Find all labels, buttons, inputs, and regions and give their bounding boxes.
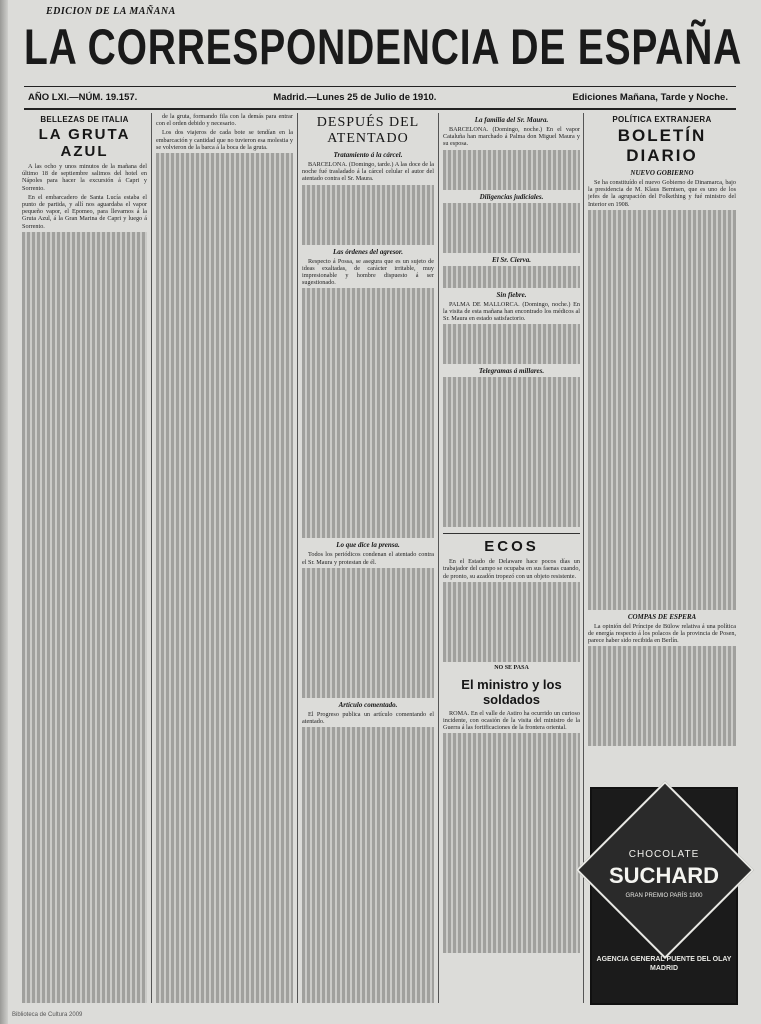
masthead-rule-top bbox=[24, 86, 736, 87]
suchard-advertisement bbox=[590, 787, 738, 1005]
text-lines bbox=[443, 324, 580, 364]
text-lines bbox=[302, 185, 434, 245]
article-paragraph: Todos los periódicos condenan el atentado contra el Sr. Maura y protestan de él. bbox=[302, 551, 434, 566]
ad-line-chocolate: CHOCOLATE bbox=[628, 849, 700, 860]
subheading: Sin fiebre. bbox=[496, 290, 527, 299]
article-paragraph: En el Estado de Delaware hace pocos días un trabajador del campo se ocupaba en sus faenas cuando, de pronto, su azadón tropezó con un objeto resistente. bbox=[443, 558, 580, 580]
edition-label: EDICION DE LA MAÑANA bbox=[46, 6, 176, 17]
section-heading: POLÍTICA EXTRANJERA bbox=[612, 115, 712, 124]
article-paragraph: En el embarcadero de Santa Lucía estaba el punto de partida, y allí nos aguardaba el vapor pequeño vapor, el Epomeo, para llevarnos á la Gruta Azul, á la Gran Marina de Capri y luego á Sorrento. bbox=[22, 193, 147, 230]
text-lines bbox=[302, 568, 434, 698]
ecos-heading: ECOS bbox=[443, 533, 580, 555]
article-paragraph: El Progreso publica un artículo comentando el atentado. bbox=[302, 710, 434, 726]
text-lines bbox=[588, 646, 736, 746]
article-paragraph: A las ocho y unos minutos de la mañana del último 18 de septiembre salimos del hotel en Nápoles para hacer la excursión á Capri y Sorrento. bbox=[22, 163, 147, 192]
subheading: Las órdenes del agresor. bbox=[333, 247, 403, 256]
article-paragraph: La opinión del Príncipe de Bülow relativa á una política de energía respecto á los polacos de la provincia de Posen, parece haber sido recibida en Berlín. bbox=[588, 622, 736, 645]
kicker: NO SE PASA bbox=[494, 664, 529, 671]
subheading: Telegramas á millares. bbox=[478, 367, 545, 376]
text-lines bbox=[156, 153, 293, 1003]
column-4 bbox=[443, 113, 580, 1003]
editions-label: Ediciones Mañana, Tarde y Noche. bbox=[572, 91, 728, 103]
issue-date: Madrid.—Lunes 25 de Julio de 1910. bbox=[273, 91, 437, 103]
text-lines bbox=[22, 232, 147, 1003]
newspaper-masthead: LA CORRESPONDENCIA DE ESPAÑA bbox=[23, 19, 743, 75]
column-2 bbox=[156, 113, 293, 1003]
text-lines bbox=[588, 210, 736, 610]
ad-award: GRAN PREMIO PARÍS 1900 bbox=[625, 893, 703, 899]
issue-number: AÑO LXI.—NÚM. 19.157. bbox=[28, 91, 138, 103]
article-title: DESPUÉS DEL ATENTADO bbox=[316, 115, 420, 146]
column-divider bbox=[297, 113, 298, 1003]
article-paragraph: BARCELONA. (Domingo, tarde.) A las doce de la noche fué trasladado á la cárcel celular el autor del atentado contra el Sr. Maura. bbox=[302, 161, 434, 183]
text-lines bbox=[302, 288, 434, 538]
subheading: Artículo comentado. bbox=[338, 700, 398, 709]
subheading: Diligencias judiciales. bbox=[479, 192, 544, 201]
ad-agency: AGENCIA GENERAL PUENTE DEL OLAY MADRID bbox=[596, 956, 732, 972]
article-title: LA GRUTA AZUL bbox=[38, 126, 131, 160]
section-heading: BELLEZAS DE ITALIA bbox=[40, 115, 129, 124]
binding-edge bbox=[0, 0, 8, 1024]
dateline bbox=[28, 89, 728, 105]
article-title: BOLETÍN DIARIO bbox=[617, 126, 707, 165]
column-5 bbox=[588, 113, 736, 781]
subheading: NUEVO GOBIERNO bbox=[630, 169, 694, 177]
text-lines bbox=[302, 727, 434, 1003]
article-headline: El ministro y los soldados bbox=[461, 676, 562, 707]
text-lines bbox=[443, 266, 580, 288]
text-lines bbox=[443, 733, 580, 953]
ad-brand: SUCHARD bbox=[609, 863, 719, 888]
article-paragraph: Los dos viajeros de cada bote se tendían en la embarcación y cantidad que no tuvieron esa molestia y se volvieron de la barca á la boca de la gruta. bbox=[156, 129, 293, 151]
column-1 bbox=[22, 113, 147, 1003]
subheading: COMPAS DE ESPERA bbox=[627, 612, 697, 621]
article-paragraph: Respecto á Possa, se asegura que es un sujeto de ideas exaltadas, de carácter irritable, muy impresionable y hombre dispuesto á ser sugestionado. bbox=[302, 257, 434, 287]
column-3 bbox=[302, 113, 434, 1003]
article-paragraph: de la gruta, formando fila con la demás para entrar con el orden debido y necesario. bbox=[156, 113, 293, 128]
text-lines bbox=[443, 582, 580, 662]
subheading: El Sr. Cierva. bbox=[492, 255, 531, 264]
article-paragraph: Se ha constituído el nuevo Gobierno de Dinamarca, bajo la presidencia de M. Klaus Berntsen, que es uno de los jefes de la agrupación del Folkething y fué ministro del Interior en 1908. bbox=[588, 179, 736, 208]
text-lines bbox=[443, 150, 580, 190]
article-paragraph: BARCELONA. (Domingo, noche.) En el vapor Cataluña han marchado á Palma don Miguel Maura y su esposa. bbox=[443, 126, 580, 148]
masthead-rule-bottom bbox=[24, 108, 736, 110]
text-lines bbox=[443, 377, 580, 527]
subheading: Tratamiento á la cárcel. bbox=[333, 151, 403, 159]
column-divider bbox=[438, 113, 439, 1003]
article-paragraph: ROMA. En el valle de Astiro ha ocurrido un curioso incidente, con ocasión de la visita del ministro de la Guerra á las fortificaciones de la frontera oriental. bbox=[443, 709, 580, 732]
subheading: Lo que dice la prensa. bbox=[336, 541, 400, 550]
column-divider bbox=[151, 113, 152, 1003]
article-paragraph: PALMA DE MALLORCA. (Domingo, noche.) En la visita de esta mañana han encontrado los médicos al Sr. Maura en estado satisfactorio. bbox=[443, 300, 580, 323]
subheading: La familia del Sr. Maura. bbox=[474, 116, 549, 124]
text-lines bbox=[443, 203, 580, 253]
library-stamp: Biblioteca de Cultura 2009 bbox=[12, 1012, 83, 1018]
